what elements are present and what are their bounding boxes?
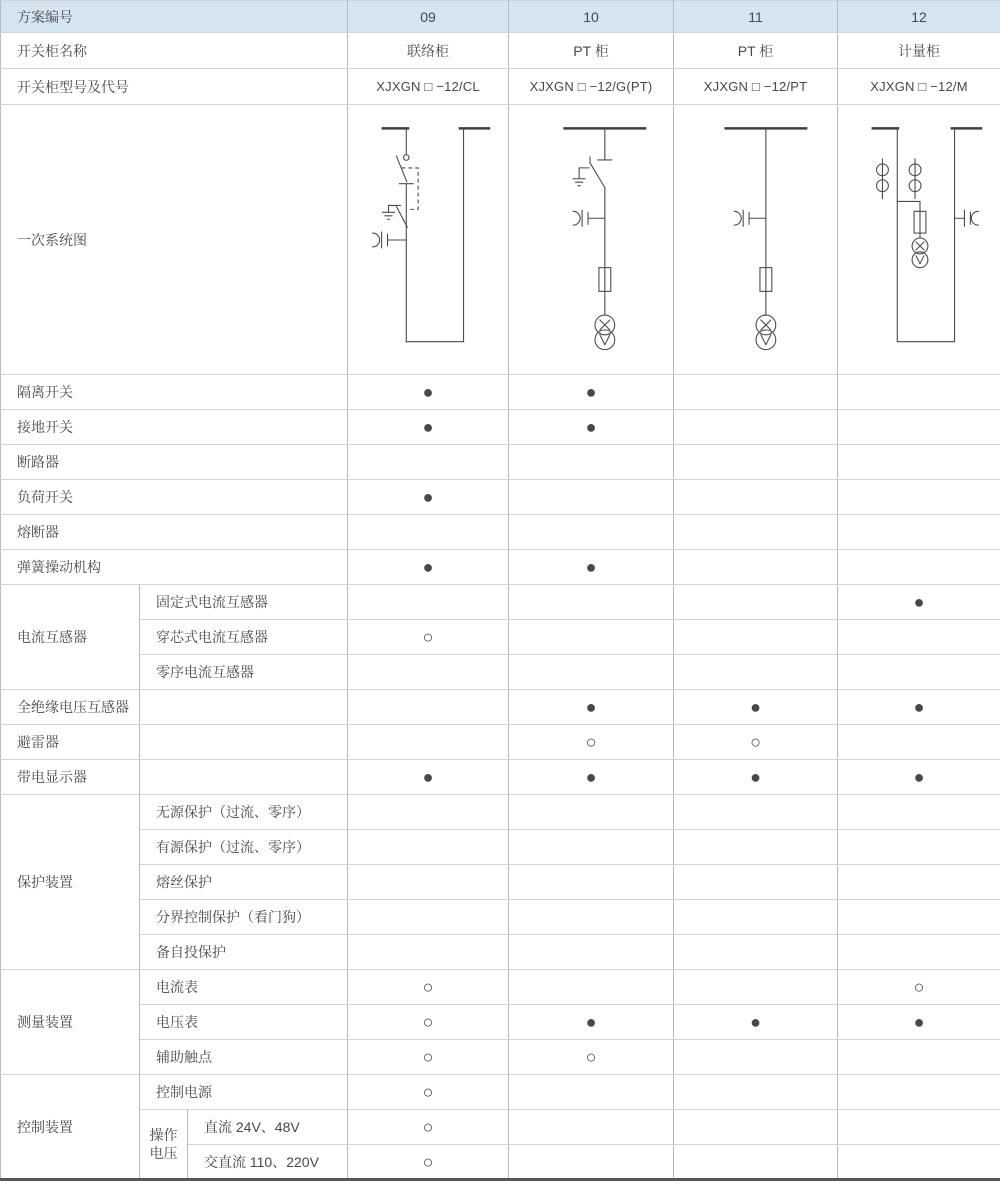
model-09: XJXGN □ −12/CL bbox=[348, 69, 509, 105]
row-label: 负荷开关 bbox=[1, 480, 348, 515]
row-voltmeter bbox=[1, 1005, 1000, 1040]
scheme-12: 12 bbox=[838, 1, 1000, 33]
empty-cell bbox=[140, 725, 348, 760]
row-auxiliary-contact bbox=[1, 1040, 1000, 1075]
mark-10 bbox=[509, 445, 674, 480]
mark-10 bbox=[509, 830, 674, 865]
row-label: 电压表 bbox=[140, 1005, 348, 1040]
row-surge-arrester bbox=[1, 725, 1000, 760]
mark-10: ○ bbox=[509, 1040, 674, 1075]
mark-12 bbox=[838, 410, 1000, 445]
mark-11 bbox=[674, 585, 838, 620]
mark-12: ● bbox=[838, 1005, 1000, 1040]
mark-11 bbox=[674, 1110, 838, 1145]
mark-09: ○ bbox=[348, 970, 509, 1005]
one-line-diagram-12-metering bbox=[839, 105, 1000, 373]
cabinet-name-10: PT 柜 bbox=[509, 33, 674, 69]
mark-12 bbox=[838, 865, 1000, 900]
mark-11: ● bbox=[674, 760, 838, 795]
mark-10 bbox=[509, 1075, 674, 1110]
diagram-cell-10 bbox=[509, 105, 674, 375]
mark-12 bbox=[838, 1110, 1000, 1145]
row-label: 零序电流互感器 bbox=[140, 655, 348, 690]
empty-cell bbox=[140, 690, 348, 725]
row-load-switch bbox=[1, 480, 1000, 515]
mark-12 bbox=[838, 655, 1000, 690]
row-insulated-pt bbox=[1, 690, 1000, 725]
one-line-diagram-row bbox=[1, 105, 1000, 375]
mark-12 bbox=[838, 795, 1000, 830]
mark-10 bbox=[509, 620, 674, 655]
mark-11: ● bbox=[674, 690, 838, 725]
mark-11 bbox=[674, 410, 838, 445]
cabinet-model-row bbox=[1, 69, 1000, 105]
mark-12 bbox=[838, 1075, 1000, 1110]
diagram-cell-09 bbox=[348, 105, 509, 375]
cabinet-name-11: PT 柜 bbox=[674, 33, 838, 69]
mark-10 bbox=[509, 480, 674, 515]
mark-12 bbox=[838, 445, 1000, 480]
mark-12 bbox=[838, 515, 1000, 550]
row-label: 固定式电流互感器 bbox=[140, 585, 348, 620]
mark-09 bbox=[348, 655, 509, 690]
mark-09 bbox=[348, 935, 509, 970]
mark-09: ● bbox=[348, 760, 509, 795]
row-label: 隔离开关 bbox=[1, 375, 348, 410]
mark-12: ● bbox=[838, 690, 1000, 725]
mark-09 bbox=[348, 865, 509, 900]
mark-11 bbox=[674, 620, 838, 655]
scheme-09: 09 bbox=[348, 1, 509, 33]
mark-12: ● bbox=[838, 760, 1000, 795]
group-label-current-transformer: 电流互感器 bbox=[1, 585, 140, 690]
model-row-label: 开关柜型号及代号 bbox=[1, 69, 348, 105]
mark-12 bbox=[838, 1040, 1000, 1075]
mark-12: ● bbox=[838, 585, 1000, 620]
mark-09 bbox=[348, 690, 509, 725]
mark-09 bbox=[348, 830, 509, 865]
mark-11 bbox=[674, 1075, 838, 1110]
mark-09: ○ bbox=[348, 1110, 509, 1145]
scheme-10: 10 bbox=[509, 1, 674, 33]
mark-11 bbox=[674, 865, 838, 900]
one-line-diagram-09-bus-tie bbox=[349, 105, 508, 373]
mark-10 bbox=[509, 935, 674, 970]
cabinet-name-09: 联络柜 bbox=[348, 33, 509, 69]
mark-10 bbox=[509, 865, 674, 900]
mark-09: ● bbox=[348, 375, 509, 410]
row-live-display bbox=[1, 760, 1000, 795]
model-12: XJXGN □ −12/M bbox=[838, 69, 1000, 105]
row-label: 直流 24V、48V bbox=[188, 1110, 348, 1145]
row-label: 有源保护（过流、零序） bbox=[140, 830, 348, 865]
diagram-cell-11 bbox=[674, 105, 838, 375]
mark-12 bbox=[838, 480, 1000, 515]
mark-11 bbox=[674, 970, 838, 1005]
mark-12 bbox=[838, 620, 1000, 655]
mark-10 bbox=[509, 1110, 674, 1145]
row-label: 分界控制保护（看门狗） bbox=[140, 900, 348, 935]
mark-11 bbox=[674, 935, 838, 970]
mark-10: ○ bbox=[509, 725, 674, 760]
mark-12: ○ bbox=[838, 970, 1000, 1005]
mark-12 bbox=[838, 375, 1000, 410]
row-boundary-protection bbox=[1, 900, 1000, 935]
row-earthing-switch bbox=[1, 410, 1000, 445]
mark-11 bbox=[674, 550, 838, 585]
row-label: 断路器 bbox=[1, 445, 348, 480]
one-line-diagram-10-pt-earthing bbox=[510, 105, 673, 373]
diagram-row-label: 一次系统图 bbox=[1, 105, 348, 375]
row-circuit-breaker bbox=[1, 445, 1000, 480]
cabinet-name-row bbox=[1, 33, 1000, 69]
row-fixed-ct bbox=[1, 585, 1000, 620]
mark-10 bbox=[509, 795, 674, 830]
row-label: 辅助触点 bbox=[140, 1040, 348, 1075]
row-fuse bbox=[1, 515, 1000, 550]
mark-09: ○ bbox=[348, 1075, 509, 1110]
group-label-control: 控制装置 bbox=[1, 1075, 140, 1180]
one-line-diagram-11-pt bbox=[675, 105, 837, 373]
row-label: 无源保护（过流、零序） bbox=[140, 795, 348, 830]
mark-09: ○ bbox=[348, 1145, 509, 1180]
mark-11: ● bbox=[674, 1005, 838, 1040]
row-bushing-ct bbox=[1, 620, 1000, 655]
mark-10: ● bbox=[509, 690, 674, 725]
mark-12 bbox=[838, 725, 1000, 760]
row-dc-24v-48v bbox=[1, 1110, 1000, 1145]
row-fuse-protection bbox=[1, 865, 1000, 900]
mark-09: ● bbox=[348, 480, 509, 515]
diagram-cell-12 bbox=[838, 105, 1000, 375]
mark-09 bbox=[348, 585, 509, 620]
row-spring-operating-mechanism bbox=[1, 550, 1000, 585]
scheme-row-label: 方案编号 bbox=[1, 1, 348, 33]
mark-10 bbox=[509, 900, 674, 935]
mark-09 bbox=[348, 795, 509, 830]
empty-cell bbox=[140, 760, 348, 795]
row-active-protection bbox=[1, 830, 1000, 865]
model-10: XJXGN □ −12/G(PT) bbox=[509, 69, 674, 105]
row-zero-sequence-ct bbox=[1, 655, 1000, 690]
group-label-operating-voltage: 操作电压 bbox=[140, 1110, 188, 1180]
mark-09 bbox=[348, 445, 509, 480]
row-passive-protection bbox=[1, 795, 1000, 830]
scheme-11: 11 bbox=[674, 1, 838, 33]
row-label: 控制电源 bbox=[140, 1075, 348, 1110]
model-11: XJXGN □ −12/PT bbox=[674, 69, 838, 105]
mark-10: ● bbox=[509, 375, 674, 410]
mark-10 bbox=[509, 515, 674, 550]
mark-10 bbox=[509, 970, 674, 1005]
group-label-measurement: 测量装置 bbox=[1, 970, 140, 1075]
mark-12 bbox=[838, 830, 1000, 865]
mark-11: ○ bbox=[674, 725, 838, 760]
mark-10: ● bbox=[509, 1005, 674, 1040]
mark-11 bbox=[674, 1040, 838, 1075]
row-label: 熔断器 bbox=[1, 515, 348, 550]
mark-10: ● bbox=[509, 410, 674, 445]
mark-11 bbox=[674, 900, 838, 935]
mark-09 bbox=[348, 515, 509, 550]
mark-11 bbox=[674, 480, 838, 515]
mark-12 bbox=[838, 900, 1000, 935]
row-control-power bbox=[1, 1075, 1000, 1110]
mark-11 bbox=[674, 795, 838, 830]
cabinet-name-12: 计量柜 bbox=[838, 33, 1000, 69]
mark-09 bbox=[348, 725, 509, 760]
mark-09: ○ bbox=[348, 620, 509, 655]
row-label: 电流表 bbox=[140, 970, 348, 1005]
mark-09: ● bbox=[348, 550, 509, 585]
mark-11 bbox=[674, 1145, 838, 1180]
mark-09 bbox=[348, 900, 509, 935]
mark-09: ○ bbox=[348, 1040, 509, 1075]
mark-11 bbox=[674, 655, 838, 690]
row-label: 弹簧操动机构 bbox=[1, 550, 348, 585]
group-label-protection: 保护装置 bbox=[1, 795, 140, 970]
row-label: 穿芯式电流互感器 bbox=[140, 620, 348, 655]
mark-11 bbox=[674, 830, 838, 865]
row-label: 全绝缘电压互感器 bbox=[1, 690, 140, 725]
row-ammeter bbox=[1, 970, 1000, 1005]
mark-11 bbox=[674, 515, 838, 550]
mark-10 bbox=[509, 585, 674, 620]
row-label: 交直流 110、220V bbox=[188, 1145, 348, 1180]
mark-12 bbox=[838, 550, 1000, 585]
mark-10: ● bbox=[509, 550, 674, 585]
mark-10 bbox=[509, 655, 674, 690]
row-label: 备自投保护 bbox=[140, 935, 348, 970]
scheme-number-row bbox=[1, 1, 1000, 33]
row-label: 避雷器 bbox=[1, 725, 140, 760]
mark-10: ● bbox=[509, 760, 674, 795]
mark-09: ○ bbox=[348, 1005, 509, 1040]
mark-11 bbox=[674, 445, 838, 480]
name-row-label: 开关柜名称 bbox=[1, 33, 348, 69]
mark-10 bbox=[509, 1145, 674, 1180]
row-label: 熔丝保护 bbox=[140, 865, 348, 900]
mark-12 bbox=[838, 935, 1000, 970]
mark-12 bbox=[838, 1145, 1000, 1180]
row-isolating-switch bbox=[1, 375, 1000, 410]
mark-11 bbox=[674, 375, 838, 410]
row-label: 带电显示器 bbox=[1, 760, 140, 795]
mark-09: ● bbox=[348, 410, 509, 445]
row-label: 接地开关 bbox=[1, 410, 348, 445]
row-auto-transfer-protection bbox=[1, 935, 1000, 970]
